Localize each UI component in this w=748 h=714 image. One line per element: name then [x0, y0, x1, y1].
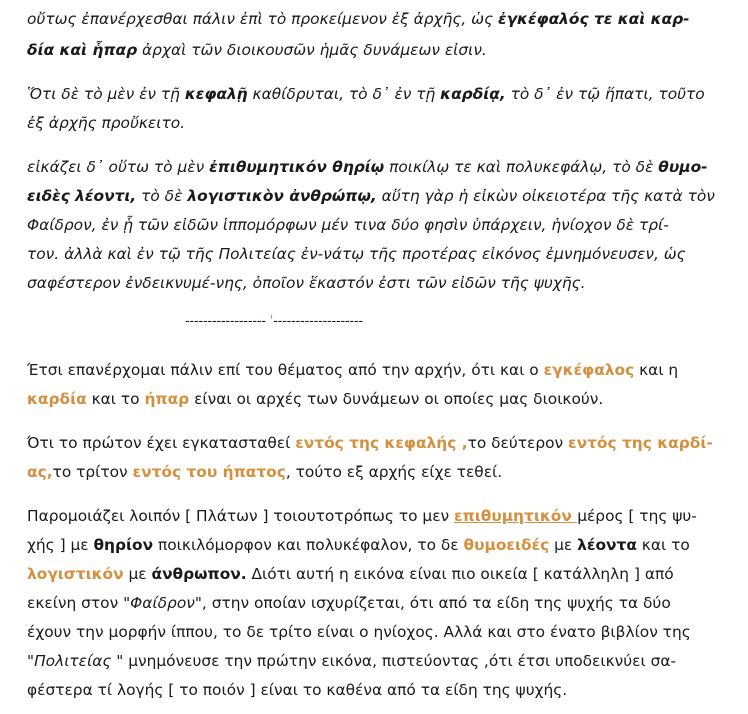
text-run: φέστερα τί λογής [ το ποιόν ] είναι το καθένα από τα είδη της ψυχής. — [27, 681, 568, 699]
text-line — [27, 593, 671, 613]
text-line — [27, 564, 674, 584]
bold-term: ἐπιθυμητικόν θηρίῳ — [209, 158, 385, 176]
text-run: Ὅτι δὲ τὸ μὲν ἐν τῇ — [27, 85, 185, 103]
separator-dashes-right: -------------------- — [273, 314, 363, 329]
highlighted-term: λογιστικόν — [27, 565, 124, 583]
text-line — [27, 273, 586, 293]
text-run: " — [27, 652, 35, 670]
italic-title: Πολιτείας — [34, 652, 112, 670]
text-line — [27, 360, 678, 380]
text-run: έχουν την μορφήν ίππου, το δε τρίτο είναι ο ηνίοχος. Αλλά και στο ένατο βιβλίον της — [27, 623, 691, 641]
text-line — [27, 215, 669, 235]
text-run: μέρος [ της ψυ- — [577, 507, 697, 525]
text-run: τὸ δ᾽ ἐν τῷ ἥπατι, τοῦτο — [505, 85, 705, 103]
text-run: είναι οι αρχές των δυνάμεων οι οποίες μας διοικούν. — [189, 390, 604, 408]
highlighted-term: εγκέφαλος — [543, 361, 635, 379]
separator-dashes-left: ------------------ — [185, 314, 266, 329]
bold-term: λέοντα — [577, 536, 637, 554]
text-line — [27, 9, 689, 29]
text-run: και η — [634, 361, 679, 379]
text-run: Παρομοιάζει λοιπόν [ Πλάτων ] τοιουτοτρόπως το μεν — [27, 507, 455, 525]
text-line — [27, 157, 708, 177]
text-run: αὕτη γὰρ ἡ εἰκὼν οἰκειοτέρα τῆς κατὰ τὸν — [376, 187, 715, 205]
bold-term: δία καὶ ἧπαρ — [27, 41, 138, 59]
text-run: και το — [86, 390, 145, 408]
text-run: τον. ἀλλὰ καὶ ἐν τῷ τῆς Πολιτείας ἐν-νάτῳ τῆς προτέρας εἰκόνος ἐμνημόνευσεν, ὡς — [27, 245, 686, 263]
text-line — [27, 680, 567, 700]
text-line — [27, 506, 697, 526]
text-run: Φαίδρον, ἐν ᾗ τῶν εἰδῶν ἱππομόρφων μέν τινα δύο φησὶν ὑπάρχειν, ἡνίοχον δὲ τρί- — [27, 216, 669, 234]
text-line — [27, 244, 686, 264]
highlighted-term: εντός του ήπατος — [132, 463, 286, 481]
text-line — [27, 113, 185, 133]
text-run: ἐξ ἀρχῆς προὔκειτο. — [27, 114, 186, 132]
text-run: χής ] με — [27, 536, 94, 554]
text-run: Διότι αυτή η εικόνα είναι πιο οικεία [ κατάλληλη ] από — [246, 565, 674, 583]
text-run: ποικιλόμορφον και πολυκέφαλον, το δε — [153, 536, 464, 554]
highlighted-term: εντός της καρδί- — [568, 434, 713, 452]
text-line — [27, 535, 690, 555]
text-run: σαφέστερον ἐνδεικνυμέ-νης, ὁποῖον ἕκαστόν ἐστι τῶν εἰδῶν τῆς ψυχῆς. — [27, 274, 586, 292]
text-run: τὸ δὲ — [136, 187, 188, 205]
bold-term: ἐγκέφαλός τε καὶ καρ- — [498, 10, 690, 28]
text-line — [27, 433, 713, 453]
text-run: με — [123, 565, 152, 583]
text-line — [27, 622, 691, 642]
text-run: ", στην οποίαν ισχυρίζεται, ότι από τα είδη της ψυχής τα δύο — [194, 594, 671, 612]
bold-term: ειδὲς λέοντι, — [27, 187, 137, 205]
text-run: οὔτως ἐπανέρχεσθαι πάλιν ἐπὶ τὸ προκείμενον ἐξ ἀρχῆς, ὡς — [27, 10, 498, 28]
bold-term: θυμο- — [658, 158, 708, 176]
text-run: " μνημόνευσε την πρώτην εικόνα, πιστεύοντας ,ότι έτσι υποδεικνύει σα- — [111, 652, 677, 670]
highlighted-term: εντός της κεφαλής , — [295, 434, 468, 452]
highlighted-term: επιθυμητικόν — [454, 507, 578, 525]
text-run: , τούτο εξ αρχής είχε τεθεί. — [285, 463, 503, 481]
text-run: εἰκάζει δ᾽ οὕτω τὸ μὲν — [27, 158, 210, 176]
text-line — [27, 389, 603, 409]
bold-term: λογιστικὸν ἀνθρώπῳ, — [187, 187, 377, 205]
text-run: Ότι το πρώτον έχει εγκατασταθεί — [27, 434, 296, 452]
text-run: το δεύτερον — [467, 434, 569, 452]
text-run: καθίδρυται, τὸ δ᾽ ἐν τῇ — [247, 85, 441, 103]
highlighted-term: θυμοειδές — [463, 536, 550, 554]
separator-mark: ' — [269, 314, 274, 329]
highlighted-term: καρδία — [27, 390, 87, 408]
bold-term: άνθρωπον. — [151, 565, 247, 583]
text-run: Έτσι επανέρχομαι πάλιν επί του θέματος από την αρχήν, ότι και ο — [27, 361, 544, 379]
text-run: με — [549, 536, 578, 554]
text-run: ποικίλῳ τε καὶ πολυκεφάλῳ, τὸ δὲ — [384, 158, 659, 176]
text-line — [27, 40, 487, 60]
bold-term: κεφαλῇ — [184, 85, 248, 103]
highlighted-term: ας, — [27, 463, 53, 481]
text-run: ἀρχαὶ τῶν διοικουσῶν ἡμᾶς δυνάμεων εἰσιν. — [137, 41, 487, 59]
text-run: εκείνη στον " — [27, 594, 131, 612]
bold-term: θηρίον — [93, 536, 154, 554]
italic-title: Φαίδρον — [130, 594, 195, 612]
text-line — [27, 462, 502, 482]
text-line — [27, 651, 676, 671]
bold-term: καρδίᾳ, — [440, 85, 506, 103]
text-line — [27, 84, 705, 104]
section-separator — [185, 314, 363, 329]
text-run: το τρίτον — [52, 463, 133, 481]
text-run: και το — [636, 536, 690, 554]
highlighted-term: ήπαρ — [144, 390, 190, 408]
text-line — [27, 186, 715, 206]
